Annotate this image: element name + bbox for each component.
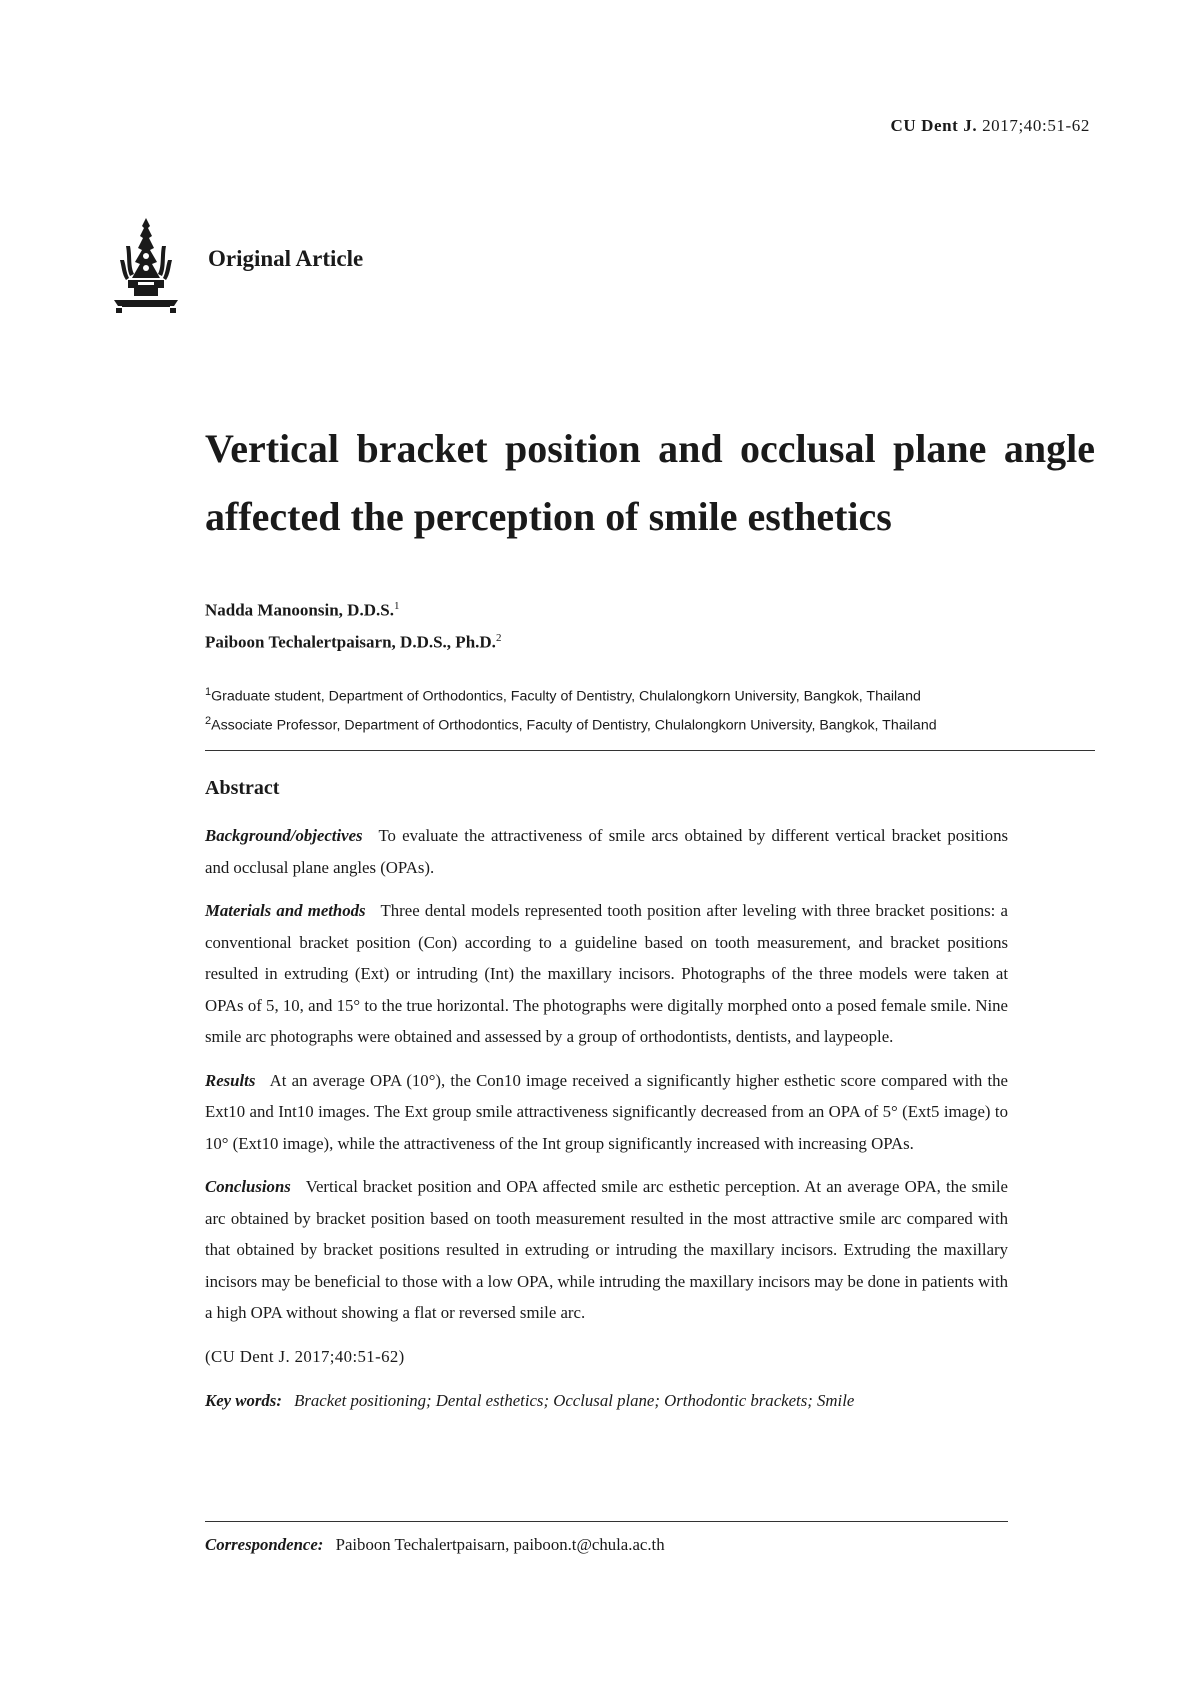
abstract-section-conclusions (205, 1171, 1008, 1329)
footer-divider (205, 1521, 1008, 1522)
author-list (205, 590, 501, 654)
author (205, 622, 501, 654)
section-label: Materials and methods (205, 901, 366, 920)
correspondence (205, 1535, 665, 1555)
section-label: Background/objectives (205, 826, 363, 845)
section-text: At an average OPA (10°), the Con10 image received a significantly higher esthetic score compared with the Ext10 and Int10 images. The Ext group smile attractiveness significantly decreased from an OPA of 5° (Ext5 image) to 10° (Ext10 image), while the attractiveness of the Int group significantly increased with increasing OPAs. (205, 1070, 1008, 1153)
abstract-section-background (205, 820, 1008, 883)
header-divider (205, 750, 1095, 751)
author-affiliation-marker: 1 (393, 600, 400, 612)
keywords-text: Bracket positioning; Dental esthetics; Occlusal plane; Orthodontic brackets; Smile (294, 1391, 855, 1410)
affiliation-list (205, 678, 937, 736)
author (205, 590, 501, 622)
section-label: Results (205, 1070, 256, 1090)
abstract-citation: (CU Dent J. 2017;40:51-62) (205, 1346, 405, 1366)
abstract-body (205, 820, 1008, 1429)
affiliation (205, 678, 937, 707)
author-affiliation-marker: 2 (495, 632, 502, 644)
university-emblem-icon (112, 216, 180, 314)
section-text: Vertical bracket position and OPA affected smile arc esthetic perception. At an average OPA, the smile arc obtained by bracket position based on tooth measurement resulted in the most attractive smile arc compared with that obtained by bracket positions resulted in extruding or intruding the maxillary incisors. Extruding the maxillary incisors may be beneficial to those with a low OPA, while intruding the maxillary incisors may be done in patients with a high OPA without showing a flat or reversed smile arc. (205, 1177, 1008, 1322)
journal-reference (890, 116, 1090, 136)
affiliation-text: Graduate student, Department of Orthodontics, Faculty of Dentistry, Chulalongkorn University, Bangkok, Thailand (211, 688, 921, 705)
article-type: Original Article (208, 246, 364, 271)
affiliation (205, 707, 937, 736)
journal-citation-detail: 2017;40:51-62 (982, 116, 1090, 135)
affiliation-text: Associate Professor, Department of Orthodontics, Faculty of Dentistry, Chulalongkorn University, Bangkok, Thailand (211, 717, 937, 734)
abstract-section-results (205, 1065, 1008, 1160)
abstract-heading: Abstract (205, 777, 280, 799)
keywords (205, 1385, 1008, 1417)
author-name: Paiboon Techalertpaisarn, D.D.S., Ph.D. (205, 632, 496, 652)
article-title: Vertical bracket position and occlusal plane angle affected the perception of smile esthetics (205, 426, 1095, 539)
journal-name: CU Dent J. (890, 116, 978, 135)
affiliation-marker: 2 (205, 715, 212, 727)
affiliation-marker: 1 (205, 686, 212, 698)
section-text: To evaluate the attractiveness of smile arcs obtained by different vertical bracket positions and occlusal plane angles (OPAs). (205, 826, 1008, 877)
section-label: Conclusions (205, 1177, 291, 1196)
correspondence-label: Correspondence: (205, 1535, 324, 1554)
keywords-label: Key words: (205, 1391, 282, 1410)
correspondence-text: Paiboon Techalertpaisarn, paiboon.t@chula.ac.th (335, 1535, 665, 1554)
author-name: Nadda Manoonsin, D.D.S. (205, 600, 394, 620)
abstract-section-methods (205, 895, 1008, 1053)
section-text: Three dental models represented tooth position after leveling with three bracket positions: a conventional bracket position (Con) according to a guideline based on tooth measurement, and bracket positions resulted in extruding (Ext) or intruding (Int) the maxillary incisors. Photographs of the three models were taken at OPAs of 5, 10, and 15° to the true horizontal. The photographs were digitally morphed onto a posed female smile. Nine smile arc photographs were obtained and assessed by a group of orthodontists, dentists, and laypeople. (205, 901, 1008, 1046)
